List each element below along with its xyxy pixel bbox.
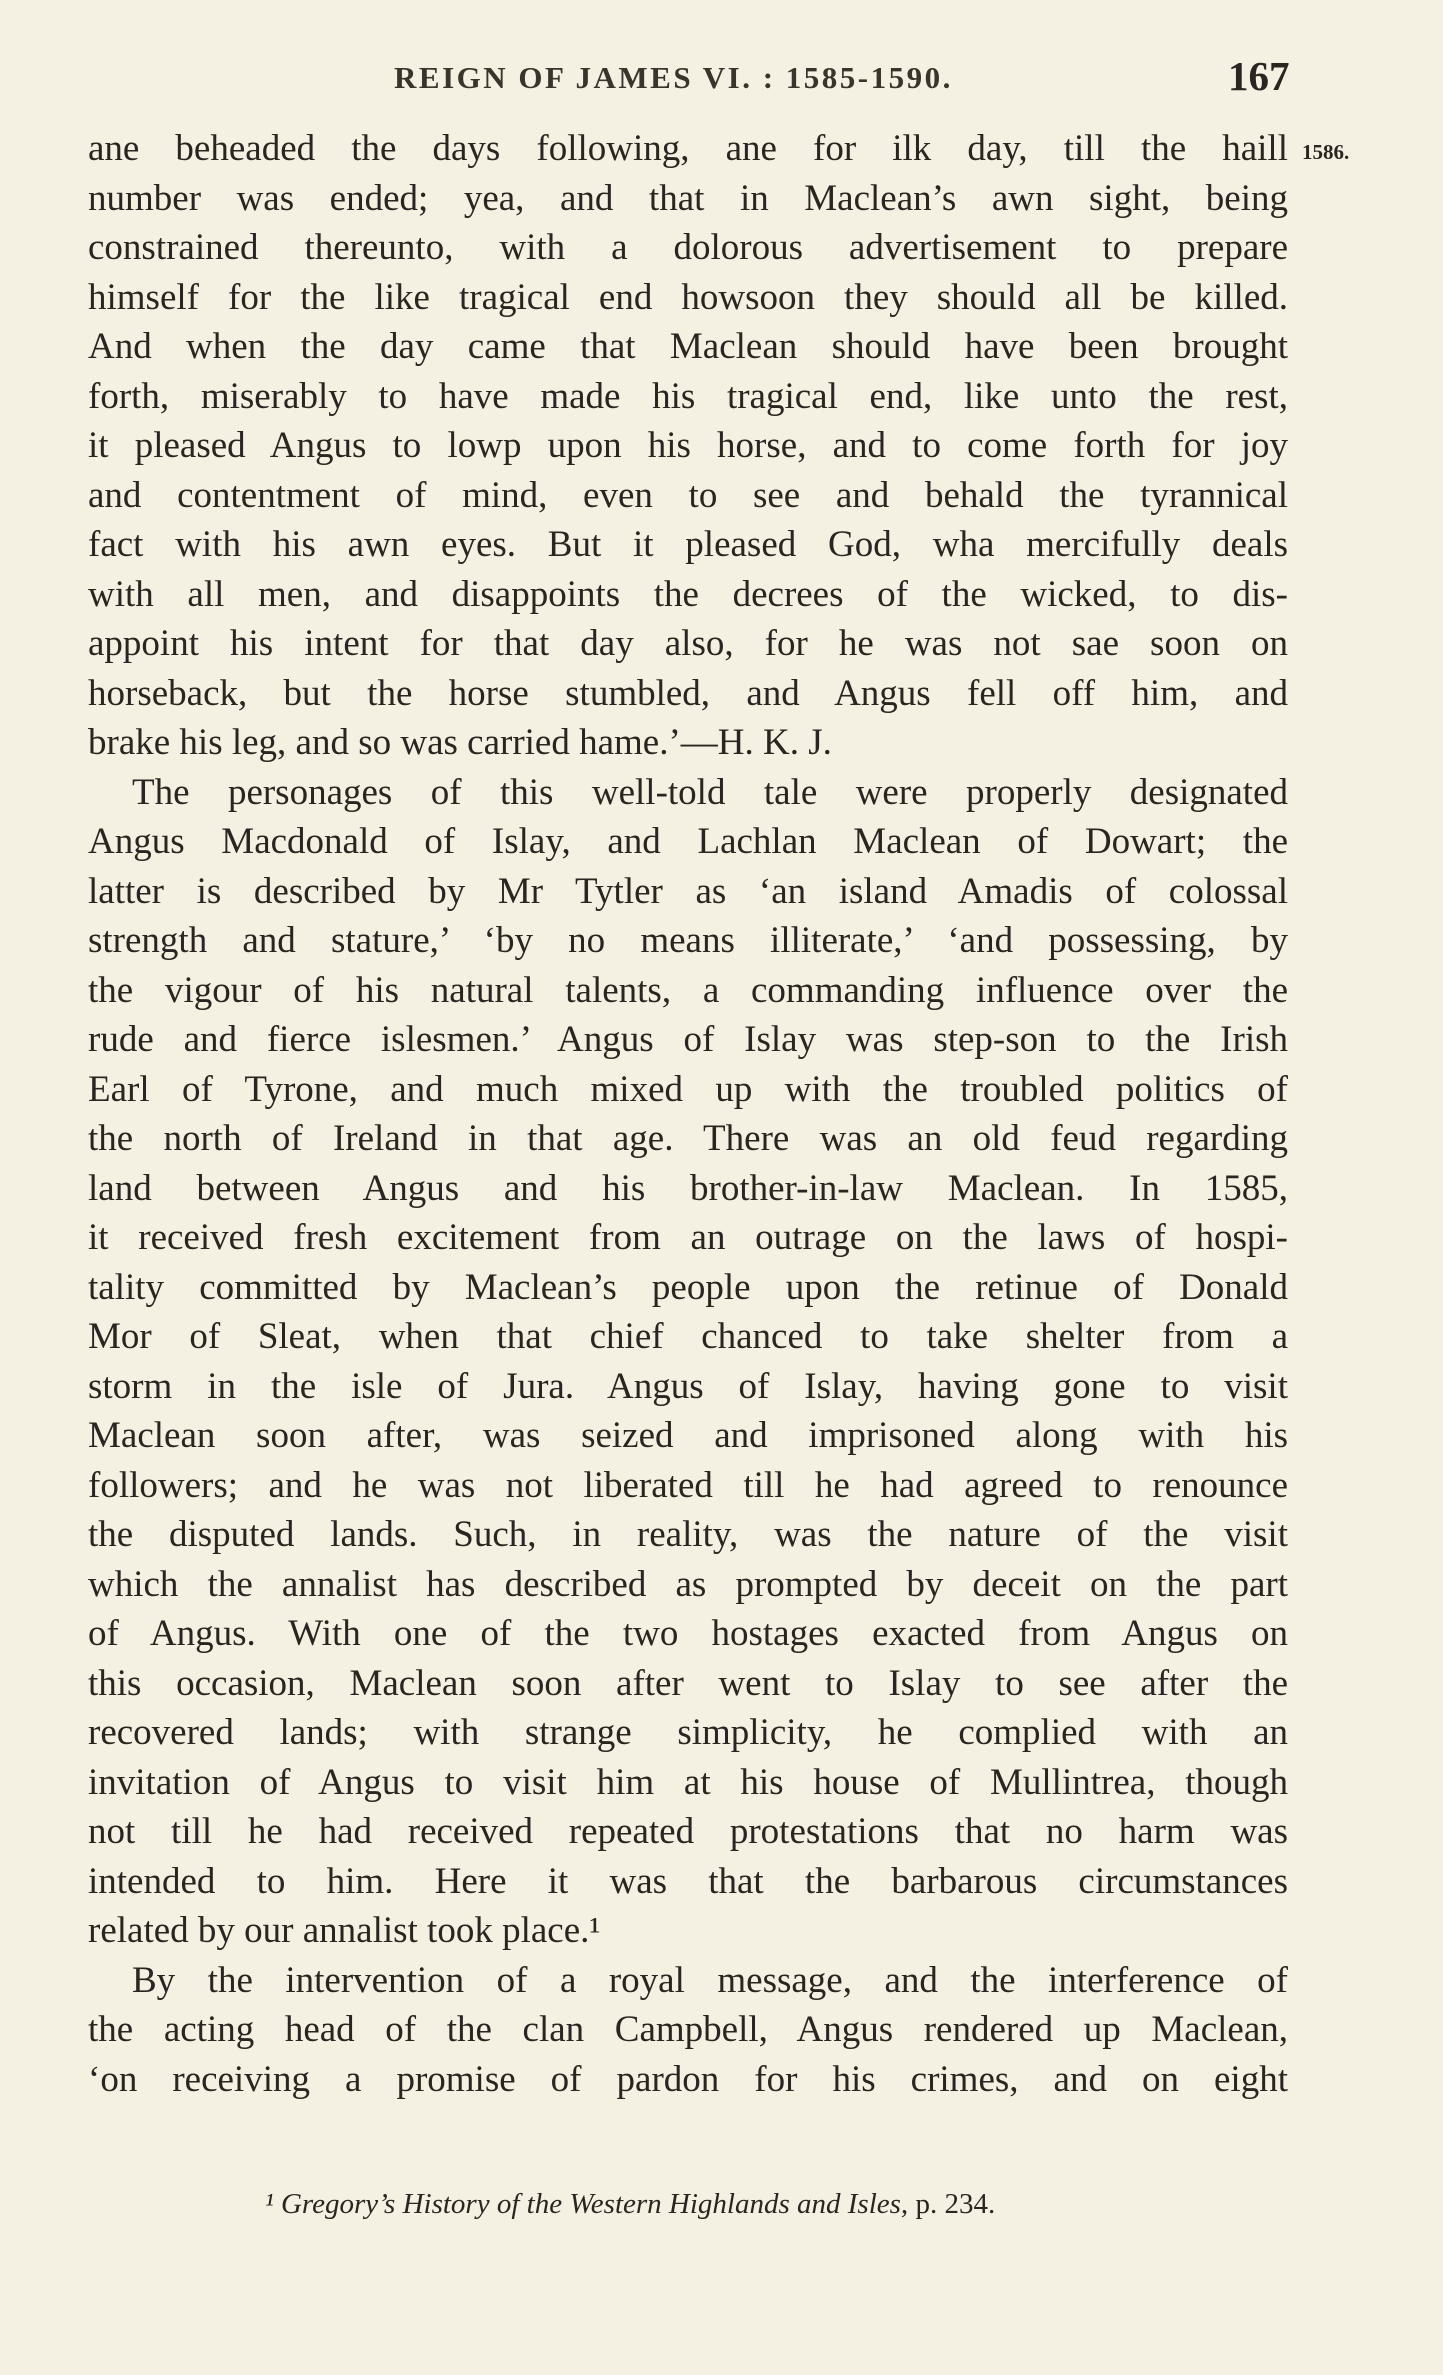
text-line: latter is described by Mr Tytler as ‘an island Amadis of colossal <box>88 870 1288 912</box>
text-line: with all men, and disappoints the decrees of the wicked, to dis- <box>88 573 1288 615</box>
text-line: which the annalist has described as prompted by deceit on the part <box>88 1563 1288 1605</box>
text-line: not till he had received repeated protestations that no harm was <box>88 1811 1288 1852</box>
text-line: brake his leg, and so was carried hame.’—H. K. J. <box>88 722 832 763</box>
text-line: this occasion, Maclean soon after went to Islay to see after the <box>88 1662 1288 1704</box>
text-line: strength and stature,’ ‘by no means illiterate,’ ‘and possessing, by <box>88 920 1288 961</box>
text-line: invitation of Angus to visit him at his house of Mullintrea, though <box>88 1761 1288 1803</box>
text-line: storm in the isle of Jura. Angus of Islay, having gone to visit <box>88 1365 1288 1407</box>
running-head: REIGN OF JAMES VI. : 1585-1590. <box>394 60 953 95</box>
text-line: the north of Ireland in that age. There was an old feud regarding <box>88 1118 1288 1159</box>
text-line: The personages of this well-told tale were properly designated <box>132 771 1288 813</box>
text-line: number was ended; yea, and that in Maclean’s awn sight, being <box>88 177 1288 219</box>
text-line: the vigour of his natural talents, a commanding influence over the <box>88 969 1288 1011</box>
text-line: forth, miserably to have made his tragical end, like unto the rest, <box>88 375 1288 417</box>
footnote <box>265 2188 995 2221</box>
text-line: himself for the like tragical end howsoon they should all be killed. <box>88 276 1288 318</box>
text-line: By the intervention of a royal message, and the interference of <box>132 1959 1288 2001</box>
footnote-page-ref: p. 234. <box>908 2188 996 2220</box>
page-number: 167 <box>1228 53 1290 99</box>
text-line: horseback, but the horse stumbled, and Angus fell off him, and <box>88 672 1288 714</box>
text-line: it received fresh excitement from an outrage on the laws of hospi- <box>88 1217 1288 1258</box>
margin-year-note: 1586. <box>1302 140 1350 164</box>
text-line: recovered lands; with strange simplicity, he complied with an <box>88 1712 1288 1753</box>
text-line: And when the day came that Maclean should have been brought <box>88 326 1288 367</box>
text-line: land between Angus and his brother-in-law Maclean. In 1585, <box>88 1167 1288 1209</box>
text-line: appoint his intent for that day also, for he was not sae soon on <box>88 623 1288 664</box>
text-line: Angus Macdonald of Islay, and Lachlan Maclean of Dowart; the <box>88 821 1288 862</box>
page-header <box>0 52 1443 112</box>
footnote-citation: ¹ Gregory’s History of the Western Highlands and Isles, <box>265 2188 909 2220</box>
text-line: Mor of Sleat, when that chief chanced to take shelter from a <box>88 1316 1288 1357</box>
text-line: fact with his awn eyes. But it pleased God, wha mercifully deals <box>88 524 1288 565</box>
text-line: rude and fierce islesmen.’ Angus of Islay was step-son to the Irish <box>88 1019 1288 1060</box>
text-line: followers; and he was not liberated till he had agreed to renounce <box>88 1464 1288 1506</box>
text-line: and contentment of mind, even to see and behald the tyrannical <box>88 474 1288 516</box>
text-line: ane beheaded the days following, ane for ilk day, till the haill <box>88 128 1288 169</box>
text-line: Maclean soon after, was seized and imprisoned along with his <box>88 1415 1288 1456</box>
text-line: Earl of Tyrone, and much mixed up with the troubled politics of <box>88 1068 1288 1110</box>
body-text <box>88 124 1288 2104</box>
text-line: of Angus. With one of the two hostages exacted from Angus on <box>88 1613 1288 1654</box>
text-line: ‘on receiving a promise of pardon for his crimes, and on eight <box>88 2058 1288 2100</box>
text-line: constrained thereunto, with a dolorous advertisement to prepare <box>88 227 1288 268</box>
text-line: the disputed lands. Such, in reality, was the nature of the visit <box>88 1514 1288 1555</box>
text-line: the acting head of the clan Campbell, Angus rendered up Maclean, <box>88 2009 1288 2050</box>
text-line: tality committed by Maclean’s people upon the retinue of Donald <box>88 1266 1288 1308</box>
text-line: it pleased Angus to lowp upon his horse, and to come forth for joy <box>88 425 1288 466</box>
text-line: intended to him. Here it was that the barbarous circumstances <box>88 1860 1288 1902</box>
text-line: related by our annalist took place.¹ <box>88 1910 601 1951</box>
